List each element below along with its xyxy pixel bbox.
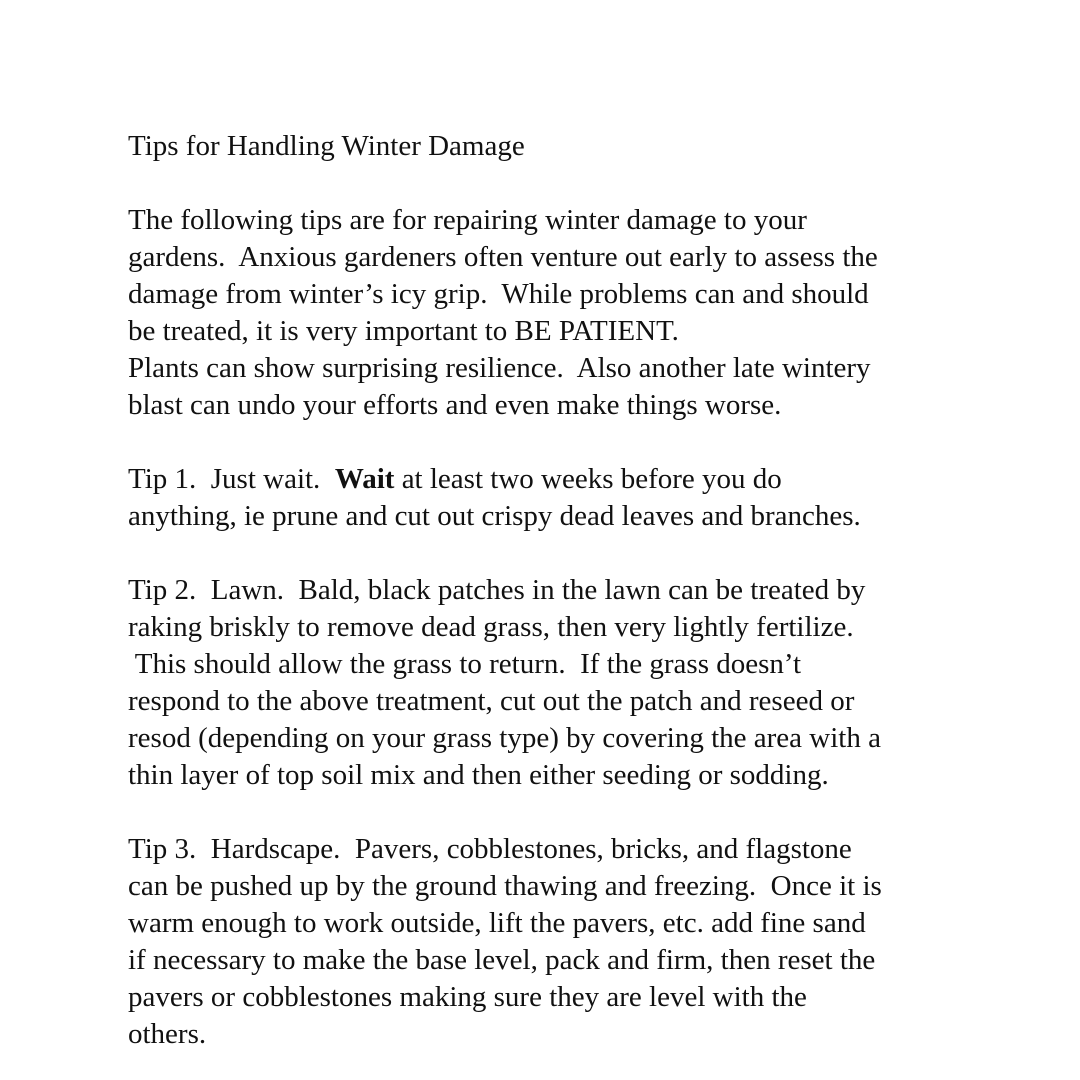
tip-3-line: can be pushed up by the ground thawing and freezing. Once it is: [128, 870, 882, 902]
tip-1-line: anything, ie prune and cut out crispy dead leaves and branches.: [128, 500, 861, 532]
tip-2-line: resod (depending on your grass type) by covering the area with a: [128, 722, 881, 754]
tip-3-line: warm enough to work outside, lift the pavers, etc. add fine sand: [128, 907, 866, 939]
tip-2-line: raking briskly to remove dead grass, then very lightly fertilize.: [128, 611, 854, 643]
tip-3-paragraph: [128, 831, 958, 1053]
paragraph-spacer: [128, 794, 958, 831]
paragraph-spacer: [128, 424, 958, 461]
tip-2-line: This should allow the grass to return. If the grass doesn’t: [128, 648, 802, 680]
tip-2-line: Tip 2. Lawn. Bald, black patches in the lawn can be treated by: [128, 574, 866, 606]
tip-1-line: [128, 461, 958, 498]
tip-3-line: pavers or cobblestones making sure they are level with the: [128, 981, 807, 1013]
paragraph-spacer: [128, 165, 958, 202]
intro-line: blast can undo your efforts and even make things worse.: [128, 389, 782, 421]
intro-line: gardens. Anxious gardeners often venture out early to assess the: [128, 241, 878, 273]
intro-paragraph: [128, 202, 958, 424]
tip-1-prefix: Tip 1. Just wait.: [128, 463, 335, 495]
paragraph-spacer: [128, 535, 958, 572]
tip-1-suffix: at least two weeks before you do: [394, 463, 782, 495]
tip-3-line: others.: [128, 1018, 207, 1050]
intro-line: damage from winter’s icy grip. While problems can and should: [128, 278, 869, 310]
tip-3-line: if necessary to make the base level, pack and firm, then reset the: [128, 944, 876, 976]
tip-1-paragraph: [128, 461, 958, 535]
intro-line: The following tips are for repairing winter damage to your: [128, 204, 807, 236]
document-title: Tips for Handling Winter Damage: [128, 130, 525, 162]
tip-3-line: Tip 3. Hardscape. Pavers, cobblestones, bricks, and flagstone: [128, 833, 852, 865]
intro-line: be treated, it is very important to BE PATIENT.: [128, 315, 679, 347]
tip-1-bold-wait: Wait: [334, 463, 395, 495]
tip-2-line: respond to the above treatment, cut out the patch and reseed or: [128, 685, 855, 717]
intro-line: Plants can show surprising resilience. Also another late wintery: [128, 352, 871, 384]
document-page: [128, 128, 958, 1053]
tip-2-line: thin layer of top soil mix and then either seeding or sodding.: [128, 759, 829, 791]
tip-2-paragraph: [128, 572, 958, 794]
